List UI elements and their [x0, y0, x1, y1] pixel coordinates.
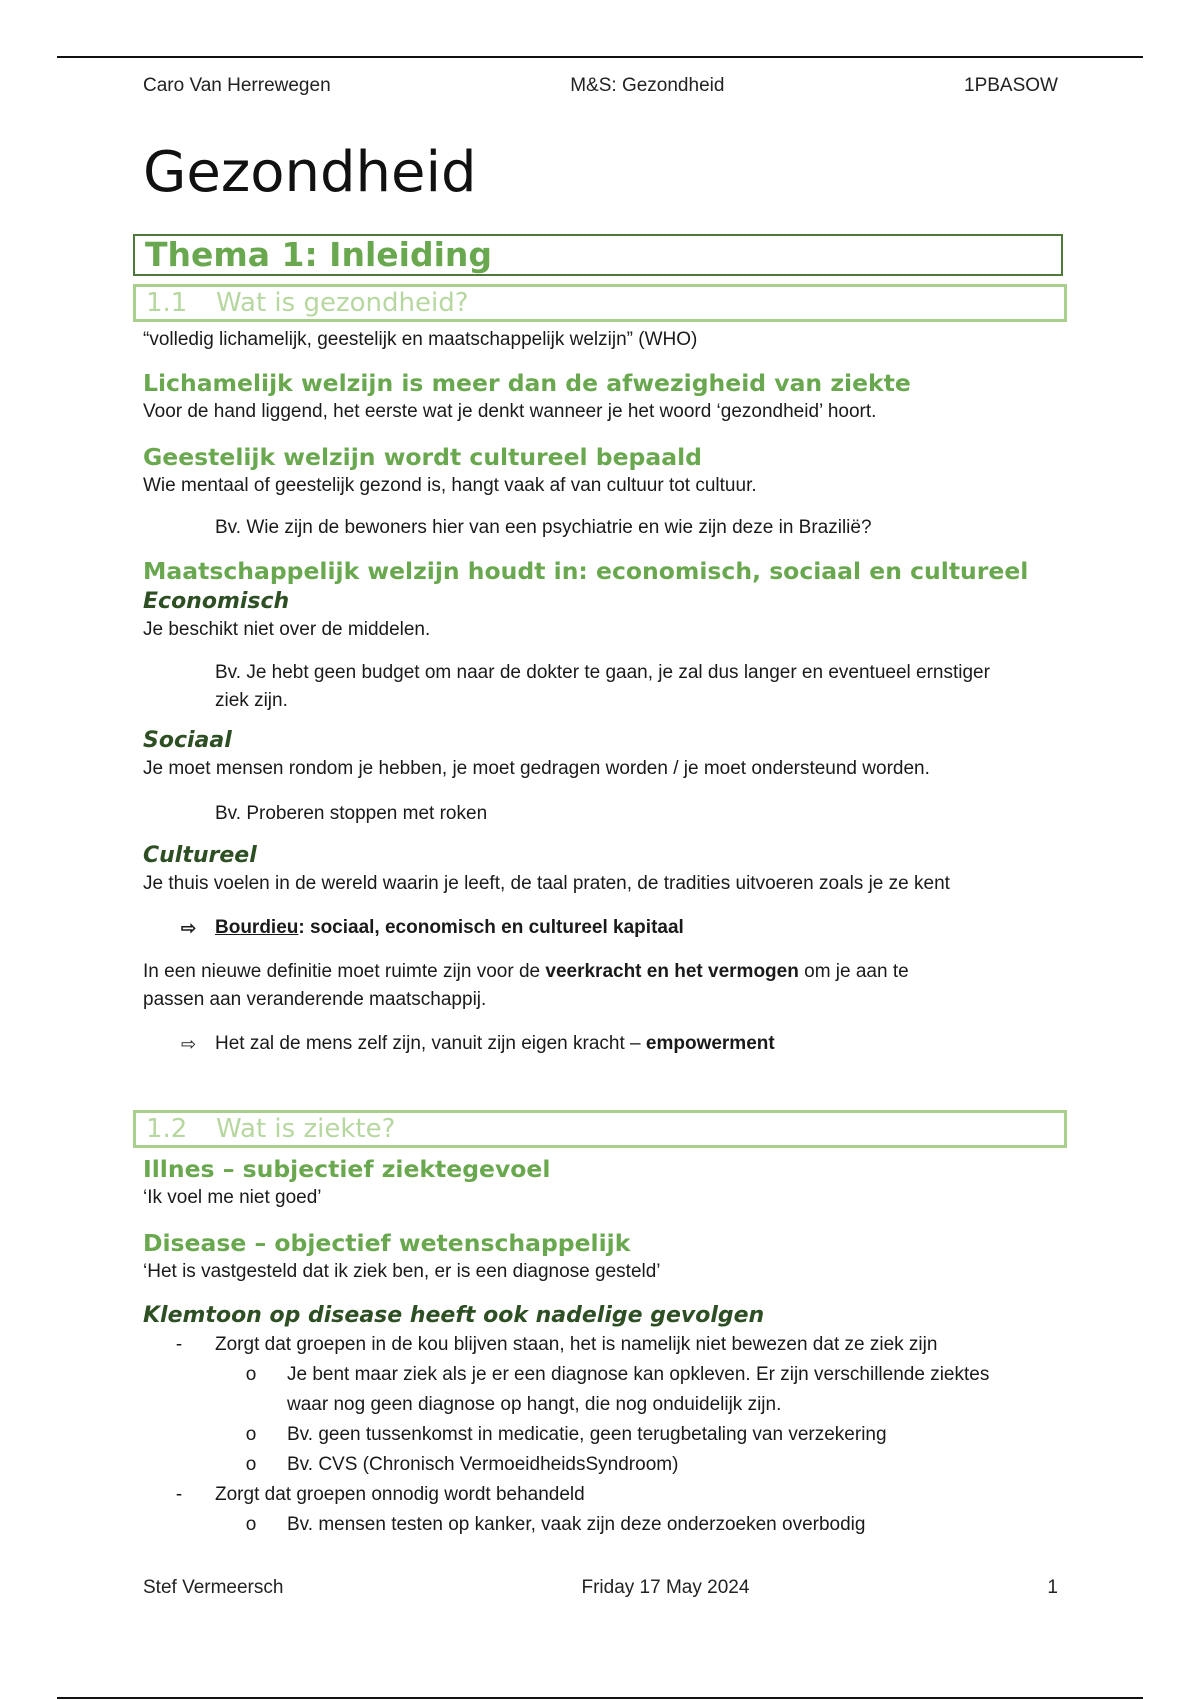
bourdieu-text: : sociaal, economisch en cultureel kapitaal: [298, 917, 684, 938]
text-disease: ‘Het is vastgesteld dat ik ziek ben, er is een diagnose gesteld’: [143, 1261, 661, 1282]
heading-maatschappelijk: Maatschappelijk welzijn houdt in: economisch, sociaal en cultureel: [143, 557, 1029, 585]
section-heading-1-1: [133, 284, 1067, 322]
heading-disease: Disease – objectief wetenschappelijk: [143, 1229, 631, 1257]
sub-list-item: [143, 1360, 1068, 1420]
heading-illnes: Illnes – subjectief ziektegevoel: [143, 1155, 551, 1183]
footer-author: Stef Vermeersch: [143, 1577, 284, 1598]
example-sociaal: Bv. Proberen stoppen met roken: [215, 803, 488, 824]
empowerment-text: Het zal de mens zelf zijn, vanuit zijn eigen kracht –: [215, 1033, 646, 1054]
example-economisch: Bv. Je hebt geen budget om naar de dokter te gaan, je zal dus langer en eventueel ernstiger ziek zijn.: [215, 662, 990, 711]
section-title: Wat is ziekte?: [216, 1114, 396, 1144]
heading-cultureel: Cultureel: [143, 843, 257, 868]
circle-bullet: o: [245, 1514, 257, 1535]
bourdieu-note: [143, 914, 1068, 942]
sub-list-item-text: Bv. geen tussenkomst in medicatie, geen terugbetaling van verzekering: [287, 1424, 887, 1445]
new-definition-bold: veerkracht en het vermogen: [545, 961, 799, 982]
document-title: Gezondheid: [143, 140, 477, 205]
circle-bullet: o: [245, 1364, 257, 1385]
page-number: 1: [1047, 1577, 1058, 1598]
list-item: [143, 1330, 1068, 1360]
header-code: 1PBASOW: [964, 75, 1058, 96]
section-heading-1-2: [133, 1110, 1067, 1148]
outline-arrow-icon: ⇨: [181, 1034, 197, 1054]
example-geestelijk: Bv. Wie zijn de bewoners hier van een psychiatrie en wie zijn deze in Brazilië?: [215, 517, 872, 538]
bold-arrow-icon: ⇨: [181, 918, 197, 938]
section-number: 1.2: [146, 1114, 188, 1144]
sub-list-item-text: Bv. mensen testen op kanker, vaak zijn deze onderzoeken overbodig: [287, 1514, 866, 1535]
heading-sociaal: Sociaal: [143, 728, 232, 753]
sub-list-item-text: Je bent maar ziek als je er een diagnose kan opkleven. Er zijn verschillende ziektes waar nog geen diagnose op hangt, die nog onduidelijk zijn.: [287, 1364, 990, 1415]
sub-list-item: [143, 1510, 1068, 1540]
heading-lichamelijk: Lichamelijk welzijn is meer dan de afwezigheid van ziekte: [143, 369, 911, 397]
section-number: 1.1: [146, 288, 188, 318]
page-footer: [143, 1577, 1058, 1599]
sub-list-item-text: Bv. CVS (Chronisch VermoeidheidsSyndroom): [287, 1454, 679, 1475]
text-economisch: Je beschikt niet over de middelen.: [143, 619, 431, 640]
page-header: [143, 75, 1058, 97]
empowerment-note: [143, 1030, 1068, 1058]
text-illnes: ‘Ik voel me niet goed’: [143, 1187, 322, 1208]
empowerment-bold: empowerment: [645, 1033, 775, 1054]
bourdieu-name: Bourdieu: [215, 917, 299, 938]
who-definition: “volledig lichamelijk, geestelijk en maatschappelijk welzijn” (WHO): [143, 329, 698, 350]
header-course: M&S: Gezondheid: [570, 75, 725, 96]
text-cultureel: Je thuis voelen in de wereld waarin je leeft, de taal praten, de tradities uitvoeren zoals je ze kent: [143, 873, 950, 894]
text-geestelijk: Wie mentaal of geestelijk gezond is, hangt vaak af van cultuur tot cultuur.: [143, 475, 757, 496]
bottom-rule: [57, 1697, 1143, 1699]
section-2-body: [143, 1154, 1068, 1540]
dash-bullet: -: [175, 1334, 183, 1355]
circle-bullet: o: [245, 1454, 257, 1475]
text-sociaal: Je moet mensen rondom je hebben, je moet gedragen worden / je moet ondersteund worden.: [143, 758, 930, 779]
circle-bullet: o: [245, 1424, 257, 1445]
new-definition-part-a: In een nieuwe definitie moet ruimte zijn voor de: [143, 961, 546, 982]
heading-economisch: Economisch: [143, 589, 290, 614]
top-rule: [57, 56, 1143, 58]
section-1-body: [143, 326, 1068, 1058]
header-author: Caro Van Herrewegen: [143, 75, 331, 96]
dash-bullet: -: [175, 1484, 183, 1505]
heading-klemtoon: Klemtoon op disease heeft ook nadelige gevolgen: [143, 1303, 765, 1328]
footer-date: Friday 17 May 2024: [581, 1577, 750, 1598]
sub-list-item: [143, 1450, 1068, 1480]
text-lichamelijk: Voor de hand liggend, het eerste wat je denkt wanneer je het woord ‘gezondheid’ hoort.: [143, 401, 877, 422]
list-item: [143, 1480, 1068, 1510]
list-item-text: Zorgt dat groepen in de kou blijven staan, het is namelijk niet bewezen dat ze ziek zijn: [215, 1334, 938, 1355]
list-item-text: Zorgt dat groepen onnodig wordt behandeld: [215, 1484, 585, 1505]
new-definition-part-c: om je aan te passen aan veranderende maatschappij.: [143, 961, 909, 1010]
theme-heading: Thema 1: Inleiding: [133, 234, 1063, 276]
new-definition-text: [143, 958, 1068, 1014]
sub-list-item: [143, 1420, 1068, 1450]
section-title: Wat is gezondheid?: [216, 288, 469, 318]
heading-geestelijk: Geestelijk welzijn wordt cultureel bepaald: [143, 443, 702, 471]
